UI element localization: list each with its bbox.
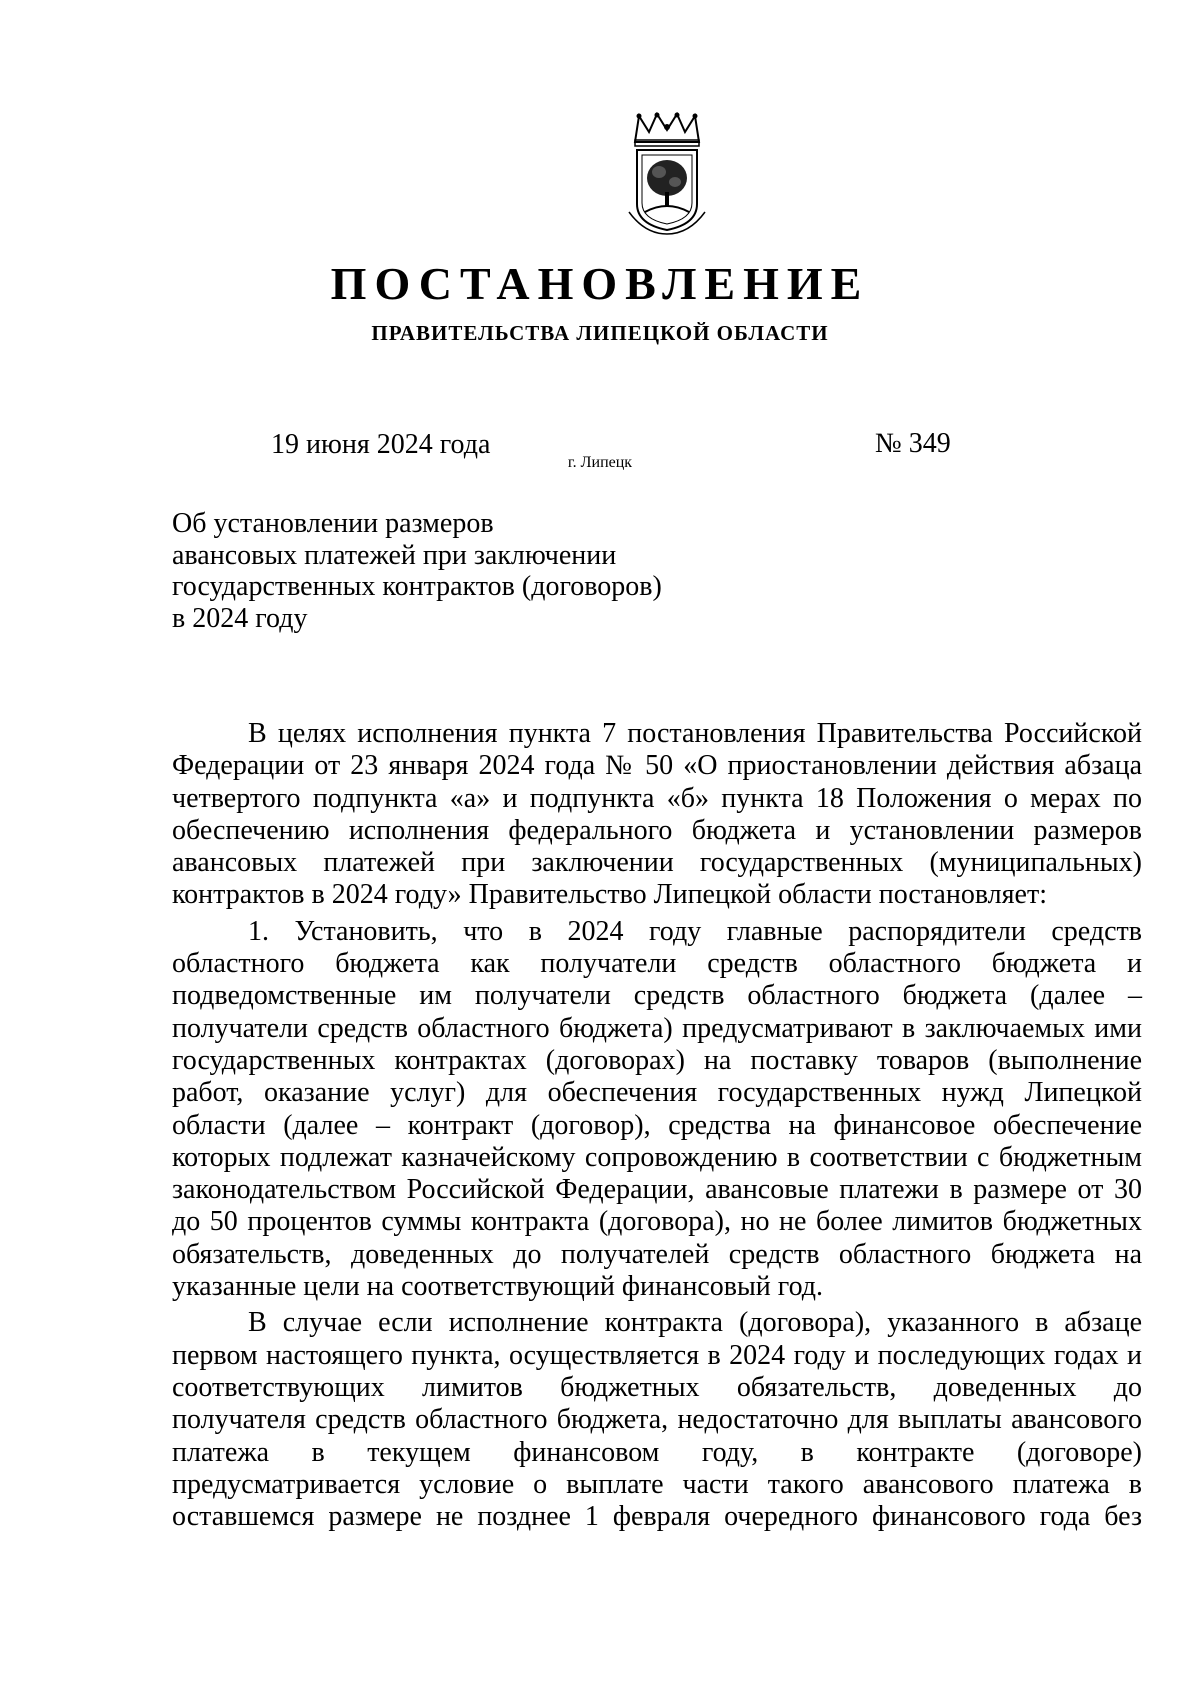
text-line: соответствующих лимитов бюджетных обязательств, доведенных до	[172, 1371, 1142, 1403]
paragraph-preamble	[172, 718, 1142, 912]
document-city: г. Липецк	[567, 454, 633, 471]
text-line: авансовых платежей при заключении государственных (муниципальных)	[172, 847, 1142, 879]
document-body	[172, 718, 1142, 1537]
subject-line: в 2024 году	[172, 602, 308, 634]
text-line: контрактов в 2024 году» Правительство Липецкой области постановляет:	[172, 879, 1047, 911]
text-line: до 50 процентов суммы контракта (договора), но не более лимитов бюджетных	[172, 1206, 1142, 1238]
text-line: обеспечению исполнения федерального бюджета и установлении размеров	[172, 814, 1142, 846]
paragraph-item-1	[172, 916, 1142, 1304]
document-date: 19 июня 2024 года	[271, 429, 491, 460]
text-line: области (далее – контракт (договор), средства на финансовое обеспечение	[172, 1109, 1142, 1141]
text-line: предусматривается условие о выплате части такого авансового платежа в	[172, 1468, 1142, 1500]
subject-line: Об установлении размеров	[172, 508, 494, 539]
document-issuer: ПРАВИТЕЛЬСТВА ЛИПЕЦКОЙ ОБЛАСТИ	[371, 321, 829, 345]
text-line: областного бюджета как получатели средств областного бюджета и	[172, 948, 1142, 980]
text-line: получатели средств областного бюджета) предусматривают в заключаемых ими	[172, 1012, 1142, 1044]
subject-line: государственных контрактов (договоров)	[172, 571, 662, 602]
text-line: законодательством Российской Федерации, авансовые платежи в размере от 30	[172, 1174, 1142, 1206]
text-line: государственных контрактах (договорах) на поставку товаров (выполнение	[172, 1044, 1142, 1076]
text-line: работ, оказание услуг) для обеспечения государственных нужд Липецкой	[172, 1077, 1142, 1109]
document-number: № 349	[875, 428, 951, 459]
subject-line: авансовых платежей при заключении	[172, 539, 617, 571]
text-line: платежа в текущем финансовом году, в контракте (договоре)	[172, 1436, 1142, 1468]
text-line: указанные цели на соответствующий финансовый год.	[172, 1271, 824, 1303]
text-line: оставшемся размере не позднее 1 февраля очередного финансового года без	[172, 1501, 1142, 1533]
text-line: подведомственные им получатели средств областного бюджета (далее –	[172, 980, 1142, 1012]
text-line: получателя средств областного бюджета, недостаточно для выплаты авансового	[172, 1404, 1142, 1436]
text-line: В случае если исполнение контракта (договора), указанного в абзаце	[248, 1307, 1142, 1339]
document-title: ПОСТАНОВЛЕНИЕ	[330, 258, 870, 309]
document-subject	[172, 508, 732, 634]
text-line: первом настоящего пункта, осуществляется в 2024 году и последующих годах и	[172, 1339, 1142, 1371]
text-line: В целях исполнения пункта 7 постановления Правительства Российской	[248, 718, 1142, 749]
paragraph-item-1-continued	[172, 1307, 1142, 1533]
text-line: Федерации от 23 января 2024 года № 50 «О приостановлении действия абзаца	[172, 750, 1142, 782]
text-line: 1. Установить, что в 2024 году главные распорядители средств	[248, 915, 1142, 947]
text-line: которых подлежат казначейскому сопровождению в соответствии с бюджетным	[172, 1141, 1142, 1173]
text-line: обязательств, доведенных до получателей средств областного бюджета на	[172, 1238, 1142, 1270]
text-line: четвертого подпункта «а» и подпункта «б» пункта 18 Положения о мерах по	[172, 782, 1142, 814]
coat-of-arms-icon	[625, 112, 709, 236]
